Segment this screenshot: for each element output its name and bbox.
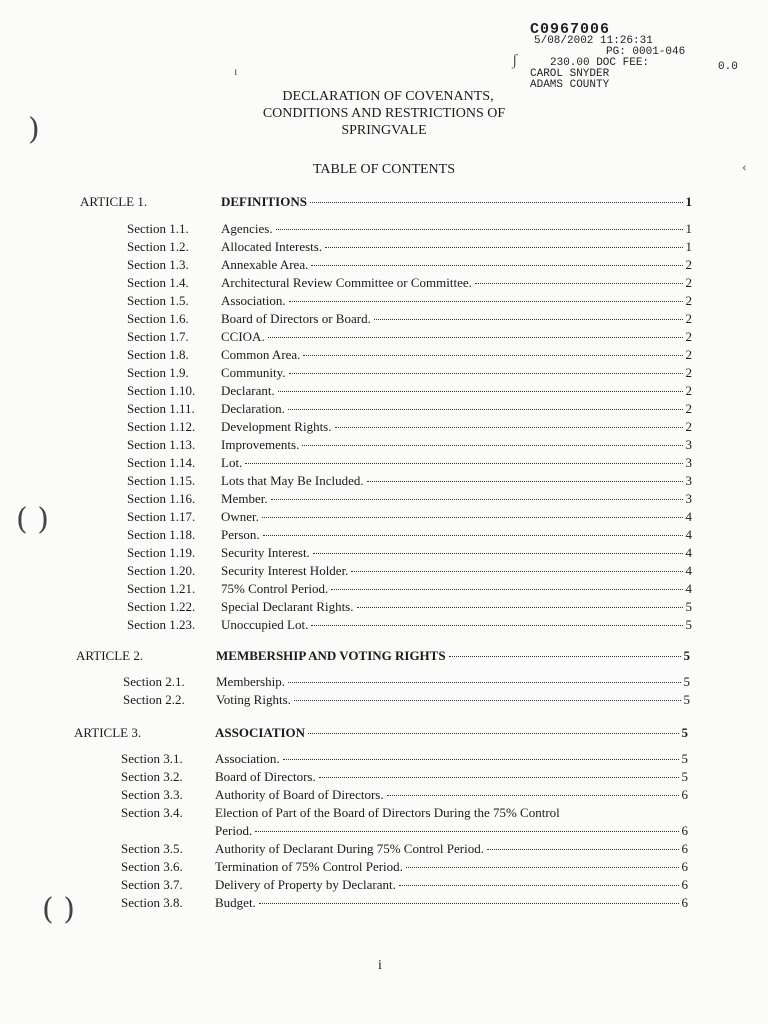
entry-title-line	[215, 894, 688, 912]
page-ref: 5	[685, 617, 692, 632]
page-ref: 5	[683, 692, 690, 707]
toc-section-row	[127, 274, 692, 292]
dot-leader	[255, 830, 678, 832]
entry-title-line	[221, 544, 692, 562]
toc-section-row	[127, 418, 692, 436]
toc-section-row	[127, 598, 692, 616]
section-number: Section 1.8.	[127, 347, 189, 362]
punch-hole-mark: ( )	[42, 892, 75, 927]
section-title: Common Area.	[221, 347, 301, 362]
entry-title-line	[221, 346, 692, 364]
page-ref: 6	[681, 787, 688, 802]
section-title: Person.	[221, 527, 260, 542]
section-title: Membership.	[216, 674, 285, 689]
toc-section-row	[127, 292, 692, 310]
dot-leader	[313, 552, 683, 554]
page-ref: 2	[685, 257, 692, 272]
toc-section-row	[127, 508, 692, 526]
toc-section-row	[123, 673, 690, 691]
entry-title-line	[221, 526, 692, 544]
page-ref: 4	[685, 563, 692, 578]
article-title: MEMBERSHIP AND VOTING RIGHTS	[216, 648, 446, 663]
section-title: Security Interest.	[221, 545, 310, 560]
toc-section-row	[127, 616, 692, 634]
dot-leader	[487, 848, 679, 850]
section-title: Lot.	[221, 455, 243, 470]
section-title: Declarant.	[221, 383, 275, 398]
section-title: Security Interest Holder.	[221, 563, 349, 578]
section-title: Architectural Review Committee or Committee.	[221, 275, 472, 290]
section-title: Community.	[221, 365, 286, 380]
toc-section-row	[121, 858, 688, 876]
section-title: Special Declarant Rights.	[221, 599, 354, 614]
entry-title-line	[221, 238, 692, 256]
toc-section-row	[127, 490, 692, 508]
page-ref: 2	[685, 401, 692, 416]
entry-title-line	[221, 400, 692, 418]
section-number: Section 1.15.	[127, 473, 196, 488]
section-title: CCIOA.	[221, 329, 265, 344]
dot-leader	[387, 794, 679, 796]
toc-section-row	[127, 328, 692, 346]
dot-leader	[259, 902, 679, 904]
section-number: Section 1.23.	[127, 617, 196, 632]
dot-leader	[367, 480, 683, 482]
toc-heading: TABLE OF CONTENTS	[313, 162, 455, 177]
page-ref: 2	[685, 383, 692, 398]
section-title: Delivery of Property by Declarant.	[215, 877, 396, 892]
dot-leader	[311, 624, 682, 626]
toc-section-row	[127, 256, 692, 274]
toc-section-row	[127, 436, 692, 454]
dot-leader	[302, 444, 682, 446]
section-title: Board of Directors.	[215, 769, 316, 784]
page-ref: 6	[681, 895, 688, 910]
page-number: i	[378, 958, 382, 973]
entry-title-line	[221, 328, 692, 346]
entry-title-line	[221, 364, 692, 382]
section-number: Section 1.17.	[127, 509, 196, 524]
document-title	[0, 88, 768, 139]
dot-leader	[278, 390, 683, 392]
section-title: Authority of Board of Directors.	[215, 787, 384, 802]
section-number: Section 1.20.	[127, 563, 196, 578]
toc-section-row	[127, 400, 692, 418]
dot-leader	[325, 246, 682, 248]
section-title-continuation: Period.	[215, 823, 253, 838]
section-title: Declaration.	[221, 401, 285, 416]
page-ref: 1	[685, 239, 692, 254]
entry-title-line	[221, 436, 692, 454]
dot-leader	[283, 758, 679, 760]
entry-title-line	[215, 804, 560, 822]
section-number: Section 3.5.	[121, 841, 183, 856]
toc-section-row	[121, 894, 688, 912]
stamp-date: 5/08/2002 11:26:31	[534, 35, 653, 47]
page-ref: 1	[685, 194, 692, 209]
page-ref: 2	[685, 275, 692, 290]
entry-title-line	[215, 822, 688, 840]
entry-title-line	[215, 858, 688, 876]
section-number: Section 1.3.	[127, 257, 189, 272]
entry-title-line	[221, 616, 692, 634]
dot-leader	[308, 732, 678, 734]
section-number: Section 3.7.	[121, 877, 183, 892]
section-title: Allocated Interests.	[221, 239, 323, 254]
dot-leader	[271, 498, 683, 500]
article-title: DEFINITIONS	[221, 194, 307, 209]
page-ref: 5	[685, 599, 692, 614]
title-line: SPRINGVALE	[341, 123, 427, 138]
dot-leader	[351, 570, 682, 572]
scan-mark: ʃ	[512, 52, 518, 69]
section-title: Election of Part of the Board of Directors During the 75% Control	[215, 805, 560, 820]
section-title: Board of Directors or Board.	[221, 311, 371, 326]
toc-article-row	[76, 647, 690, 665]
section-title: Agencies.	[221, 221, 273, 236]
page-ref: 2	[685, 347, 692, 362]
section-number: Section 1.4.	[127, 275, 189, 290]
section-number: Section 3.2.	[121, 769, 183, 784]
article-title: ASSOCIATION	[215, 725, 306, 740]
entry-title-line	[221, 598, 692, 616]
page-ref: 6	[681, 823, 688, 838]
scan-mark: ‹	[742, 160, 747, 175]
section-number: Section 1.14.	[127, 455, 196, 470]
section-number: Section 1.6.	[127, 311, 189, 326]
toc-section-row	[127, 220, 692, 238]
page-ref: 6	[681, 859, 688, 874]
dot-leader	[374, 318, 683, 320]
section-title: Voting Rights.	[216, 692, 291, 707]
entry-title-line	[221, 508, 692, 526]
entry-title-line	[221, 193, 692, 211]
page-ref: 2	[685, 329, 692, 344]
toc-section-row	[127, 238, 692, 256]
dot-leader	[268, 336, 683, 338]
entry-title-line	[221, 490, 692, 508]
dot-leader	[262, 516, 683, 518]
page-ref: 4	[685, 581, 692, 596]
section-title: Lots that May Be Included.	[221, 473, 364, 488]
article-number: ARTICLE 2.	[76, 648, 144, 663]
section-number: Section 1.7.	[127, 329, 189, 344]
dot-leader	[357, 606, 683, 608]
page-ref: 1	[685, 221, 692, 236]
section-title: Member.	[221, 491, 268, 506]
toc-section-row	[127, 526, 692, 544]
toc-section-row	[127, 382, 692, 400]
toc-article-row	[80, 193, 692, 211]
recording-stamp	[530, 21, 686, 91]
section-title: Improvements.	[221, 437, 300, 452]
toc-section-row	[127, 364, 692, 382]
section-number: Section 1.5.	[127, 293, 189, 308]
page-ref: 5	[683, 648, 690, 663]
section-title: 75% Control Period.	[221, 581, 329, 596]
entry-title-line	[221, 472, 692, 490]
entry-title-line	[221, 418, 692, 436]
toc-section-row	[121, 750, 688, 768]
toc-section-row	[127, 346, 692, 364]
entry-title-line	[221, 274, 692, 292]
section-number: Section 1.9.	[127, 365, 189, 380]
toc-section-row	[121, 840, 688, 858]
page-ref: 5	[681, 725, 688, 740]
section-number: Section 2.1.	[123, 674, 185, 689]
section-title: Association.	[221, 293, 286, 308]
page-ref: 5	[681, 769, 688, 784]
page-ref: 2	[685, 293, 692, 308]
dot-leader	[263, 534, 683, 536]
article-number: ARTICLE 1.	[80, 194, 148, 209]
entry-title-line	[221, 382, 692, 400]
section-number: Section 1.16.	[127, 491, 196, 506]
page-ref: 6	[681, 877, 688, 892]
dot-leader	[399, 884, 679, 886]
page-ref: 4	[685, 509, 692, 524]
section-number: Section 1.19.	[127, 545, 196, 560]
section-title: Unoccupied Lot.	[221, 617, 309, 632]
page-ref: 2	[685, 311, 692, 326]
dot-leader	[294, 699, 681, 701]
punch-hole-mark: ( )	[16, 502, 49, 537]
entry-title-line	[221, 580, 692, 598]
dot-leader	[475, 282, 683, 284]
stamp-fee-value: 0.0	[718, 61, 738, 73]
page-ref: 3	[685, 455, 692, 470]
page-ref: 3	[685, 437, 692, 452]
dot-leader	[303, 354, 682, 356]
section-number: Section 1.18.	[127, 527, 196, 542]
section-title: Association.	[215, 751, 280, 766]
toc-section-continuation	[215, 822, 688, 840]
toc-section-row	[127, 454, 692, 472]
page-ref: 3	[685, 491, 692, 506]
article-number: ARTICLE 3.	[74, 725, 142, 740]
toc-section-row	[121, 786, 688, 804]
stamp-doc-number: C0967006	[530, 21, 611, 38]
dot-leader	[289, 300, 683, 302]
entry-title-line	[215, 840, 688, 858]
dot-leader	[289, 372, 683, 374]
section-number: Section 3.8.	[121, 895, 183, 910]
stamp-recorder: CAROL SNYDER	[530, 68, 610, 80]
dot-leader	[245, 462, 682, 464]
section-title: Termination of 75% Control Period.	[215, 859, 403, 874]
title-line: DECLARATION OF COVENANTS,	[282, 89, 494, 104]
section-number: Section 1.12.	[127, 419, 196, 434]
entry-title-line	[215, 768, 688, 786]
dot-leader	[319, 776, 679, 778]
section-number: Section 3.4.	[121, 805, 183, 820]
section-number: Section 2.2.	[123, 692, 185, 707]
toc-section-row	[121, 876, 688, 894]
section-number: Section 1.1.	[127, 221, 189, 236]
toc-section-row	[121, 768, 688, 786]
dot-leader	[335, 426, 683, 428]
section-number: Section 1.2.	[127, 239, 189, 254]
toc-section-row	[127, 562, 692, 580]
entry-title-line	[221, 220, 692, 238]
stamp-county: ADAMS COUNTY	[530, 79, 610, 91]
dot-leader	[276, 228, 683, 230]
dot-leader	[406, 866, 679, 868]
stamp-fee-line: 230.00 DOC FEE:	[550, 57, 650, 69]
section-number: Section 1.21.	[127, 581, 196, 596]
dot-leader	[310, 201, 683, 203]
entry-title-line	[215, 724, 688, 742]
page-ref: 5	[681, 751, 688, 766]
entry-title-line	[215, 750, 688, 768]
section-number: Section 3.3.	[121, 787, 183, 802]
toc-section-row	[121, 804, 688, 822]
page-ref: 4	[685, 545, 692, 560]
section-title: Annexable Area.	[221, 257, 309, 272]
page-ref: 3	[685, 473, 692, 488]
section-number: Section 1.22.	[127, 599, 196, 614]
page-ref: 2	[685, 365, 692, 380]
toc-section-row	[127, 472, 692, 490]
entry-title-line	[216, 647, 690, 665]
entry-title-line	[221, 256, 692, 274]
entry-title-line	[221, 310, 692, 328]
title-line: CONDITIONS AND RESTRICTIONS OF	[262, 106, 506, 121]
section-title: Budget.	[215, 895, 256, 910]
entry-title-line	[215, 786, 688, 804]
section-title: Owner.	[221, 509, 259, 524]
entry-title-line	[221, 562, 692, 580]
toc-section-row	[127, 580, 692, 598]
entry-title-line	[221, 292, 692, 310]
entry-title-line	[216, 691, 690, 709]
page-ref: 4	[685, 527, 692, 542]
section-title: Development Rights.	[221, 419, 332, 434]
dot-leader	[331, 588, 682, 590]
page-ref: 2	[685, 419, 692, 434]
toc-section-row	[127, 544, 692, 562]
dot-leader	[449, 655, 681, 657]
section-number: Section 1.11.	[127, 401, 195, 416]
section-number: Section 3.1.	[121, 751, 183, 766]
section-title: Authority of Declarant During 75% Control Period.	[215, 841, 484, 856]
dot-leader	[288, 681, 681, 683]
page-ref: 5	[683, 674, 690, 689]
entry-title-line	[221, 454, 692, 472]
scan-mark: ı	[234, 64, 238, 78]
dot-leader	[288, 408, 683, 410]
dot-leader	[311, 264, 682, 266]
punch-hole-mark: )	[28, 112, 40, 147]
entry-title-line	[215, 876, 688, 894]
stamp-pages: PG: 0001-046	[606, 46, 686, 58]
toc-section-row	[127, 310, 692, 328]
entry-title-line	[216, 673, 690, 691]
toc-section-row	[123, 691, 690, 709]
toc-article-row	[74, 724, 688, 742]
page-ref: 6	[681, 841, 688, 856]
section-number: Section 3.6.	[121, 859, 183, 874]
section-number: Section 1.10.	[127, 383, 196, 398]
section-number: Section 1.13.	[127, 437, 196, 452]
